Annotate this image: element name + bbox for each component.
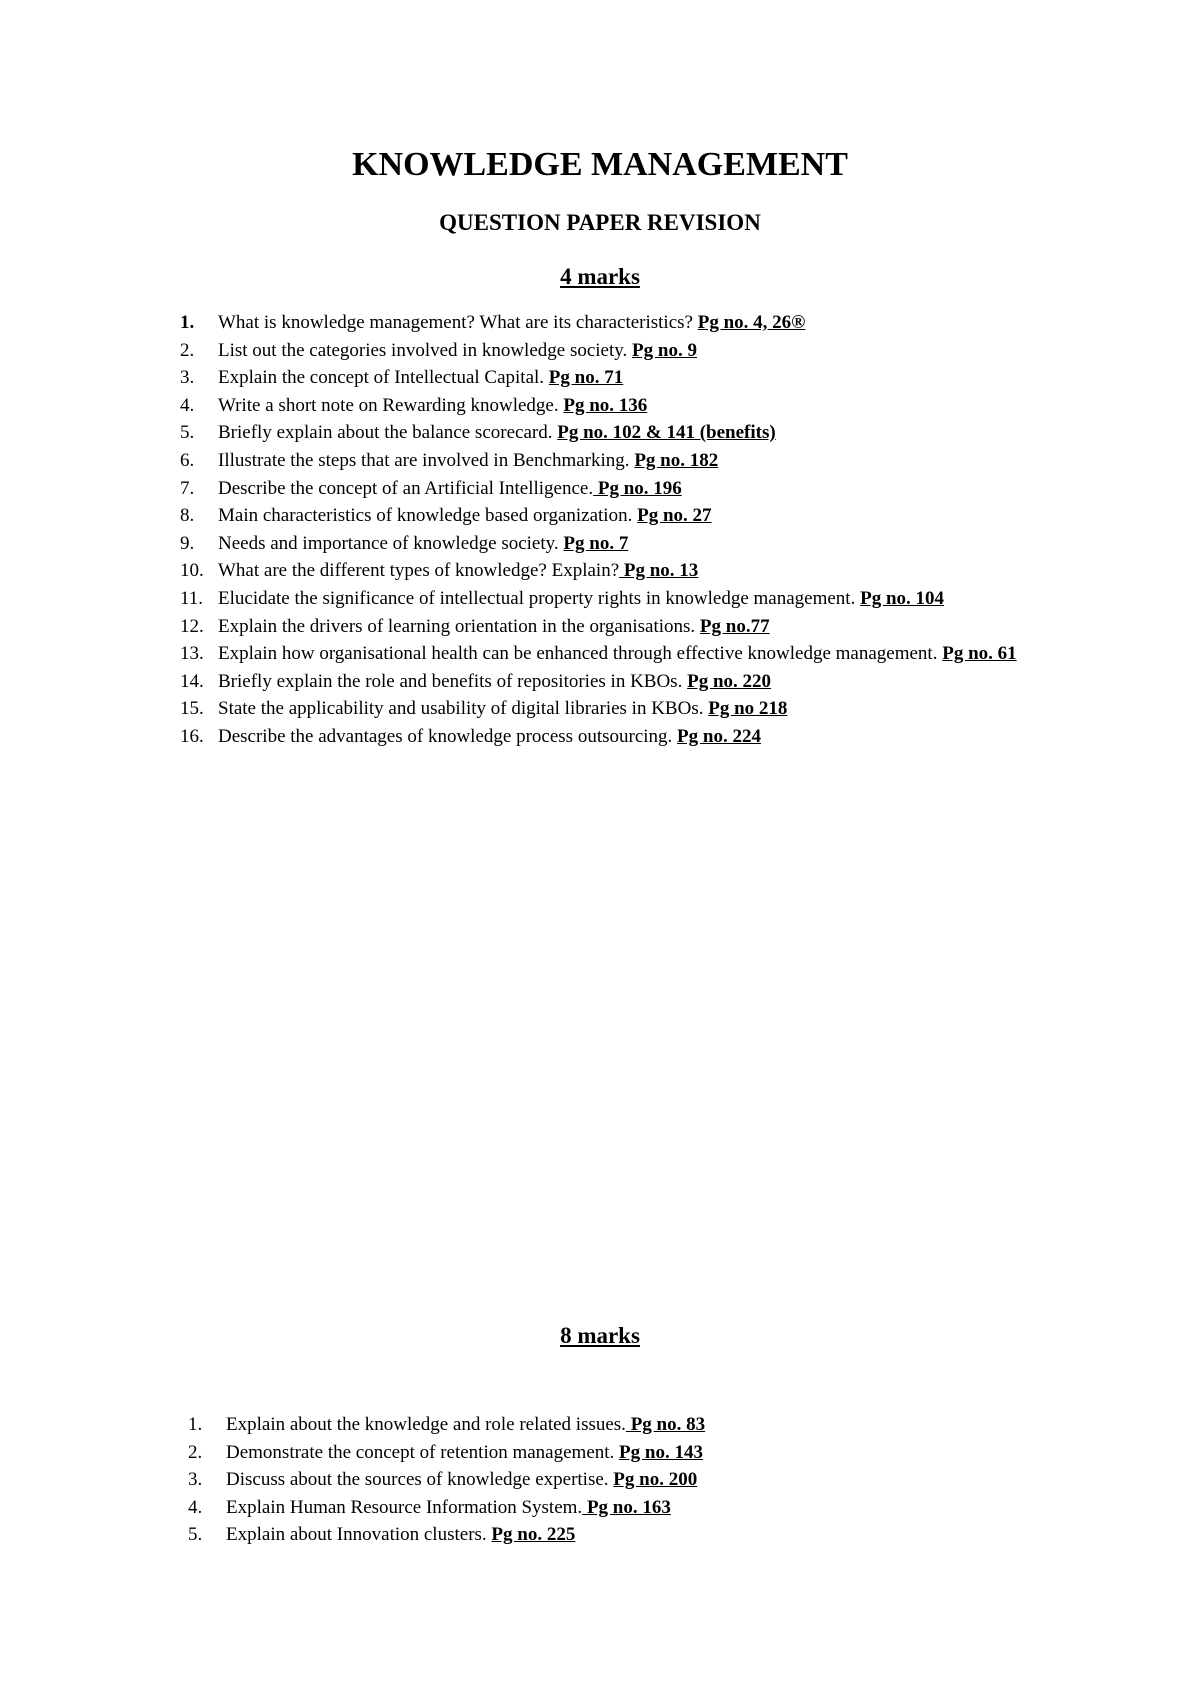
question-number: 13.	[180, 643, 204, 665]
page-reference: Pg no. 102 & 141 (benefits)	[557, 422, 776, 444]
question-item	[0, 502, 1038, 530]
page-reference: Pg no. 83	[625, 1414, 706, 1435]
page-reference: Pg no. 27	[637, 505, 712, 527]
question-number: 3.	[188, 1469, 203, 1491]
question-item	[0, 1411, 1046, 1439]
page-reference: Pg no. 143	[619, 1441, 703, 1463]
page-reference: Pg no. 9	[632, 339, 697, 361]
page-reference: Pg no. 4, 26®	[697, 312, 806, 333]
question-number: 12.	[180, 615, 204, 637]
question-item	[0, 585, 1038, 613]
page-reference: Pg no. 71	[548, 367, 624, 389]
page-reference: Pg no. 224	[677, 725, 761, 747]
page-reference: Pg no. 220	[687, 670, 772, 692]
question-item	[0, 447, 1038, 475]
question-item	[0, 309, 1038, 337]
question-text: Describe the concept of an Artificial Intelligence.	[218, 477, 594, 499]
question-text: Explain the drivers of learning orientation in the organisations.	[218, 615, 700, 637]
question-number: 16.	[180, 725, 204, 747]
question-number: 14.	[180, 670, 204, 692]
question-item	[0, 475, 1038, 503]
question-number: 2.	[180, 339, 195, 361]
question-text: Needs and importance of knowledge society.	[218, 532, 564, 554]
question-item	[0, 668, 1038, 696]
page-reference: Pg no.77	[699, 615, 770, 637]
question-item	[0, 364, 1038, 392]
question-item	[0, 723, 1038, 751]
question-text: What are the different types of knowledge? Explain?	[218, 560, 620, 582]
question-text: Briefly explain the role and benefits of repositories in KBOs.	[218, 670, 688, 692]
question-list-4-marks	[0, 309, 1038, 751]
question-text: What is knowledge management? What are its characteristics?	[218, 312, 698, 333]
question-number: 6.	[180, 449, 195, 471]
question-text: Elucidate the significance of intellectual property rights in knowledge management.	[218, 587, 861, 609]
question-text: Main characteristics of knowledge based organization.	[218, 505, 638, 527]
question-item	[0, 419, 1038, 447]
question-number: 1.	[188, 1414, 203, 1435]
question-number: 1.	[180, 312, 195, 333]
question-text: Explain how organisational health can be enhanced through effective knowledge management.	[218, 643, 943, 665]
question-item	[0, 695, 1038, 723]
page-reference: Pg no. 182	[634, 449, 719, 471]
question-number: 7.	[180, 477, 195, 499]
question-item	[0, 1521, 1046, 1549]
question-item	[0, 1494, 1046, 1522]
question-item	[0, 557, 1038, 585]
section-heading-4-marks: 4 marks	[560, 264, 640, 289]
question-number: 5.	[180, 422, 195, 444]
page-reference: Pg no. 225	[491, 1524, 576, 1546]
question-text: Briefly explain about the balance scorecard.	[218, 422, 558, 444]
question-list-8-marks	[0, 1411, 1046, 1549]
question-item	[0, 1466, 1046, 1494]
page-reference: Pg no. 163	[582, 1496, 671, 1518]
question-text: Discuss about the sources of knowledge expertise.	[226, 1469, 614, 1491]
question-text: Write a short note on Rewarding knowledge.	[218, 394, 564, 416]
question-text: List out the categories involved in knowledge society.	[218, 339, 633, 361]
question-text: Explain Human Resource Information System.	[226, 1496, 583, 1518]
section-heading-8-marks: 8 marks	[560, 1323, 640, 1348]
page-subtitle: QUESTION PAPER REVISION	[439, 210, 761, 235]
question-number: 10.	[180, 560, 204, 582]
page-reference: Pg no. 7	[563, 532, 629, 554]
question-number: 8.	[180, 505, 195, 527]
question-text: Explain about the knowledge and role related issues.	[226, 1414, 626, 1435]
question-item	[0, 337, 1038, 365]
question-text: State the applicability and usability of digital libraries in KBOs.	[218, 698, 709, 720]
question-text: Illustrate the steps that are involved in Benchmarking.	[218, 449, 635, 471]
question-number: 11.	[180, 587, 204, 609]
question-text: Describe the advantages of knowledge process outsourcing.	[218, 725, 678, 747]
page-reference: Pg no. 196	[593, 477, 682, 499]
question-item	[0, 613, 1038, 641]
page-reference: Pg no 218	[708, 698, 788, 720]
question-item	[0, 530, 1038, 558]
page-reference: Pg no. 13	[619, 560, 699, 582]
question-item	[0, 1439, 1046, 1467]
question-number: 3.	[180, 367, 195, 389]
page-reference: Pg no. 104	[860, 587, 945, 609]
question-text: Explain about Innovation clusters.	[226, 1524, 492, 1546]
question-number: 9.	[180, 532, 195, 554]
question-item	[0, 640, 1038, 668]
question-number: 2.	[188, 1441, 203, 1463]
page-reference: Pg no. 200	[613, 1469, 698, 1491]
question-number: 4.	[188, 1496, 203, 1518]
page-reference: Pg no. 136	[563, 394, 648, 416]
question-text: Explain the concept of Intellectual Capital.	[218, 367, 549, 389]
question-number: 4.	[180, 394, 195, 416]
page-reference: Pg no. 61	[942, 643, 1017, 665]
page-title: KNOWLEDGE MANAGEMENT	[352, 146, 848, 183]
question-number: 15.	[180, 698, 204, 720]
question-number: 5.	[188, 1524, 203, 1546]
question-item	[0, 392, 1038, 420]
question-text: Demonstrate the concept of retention management.	[226, 1441, 620, 1463]
